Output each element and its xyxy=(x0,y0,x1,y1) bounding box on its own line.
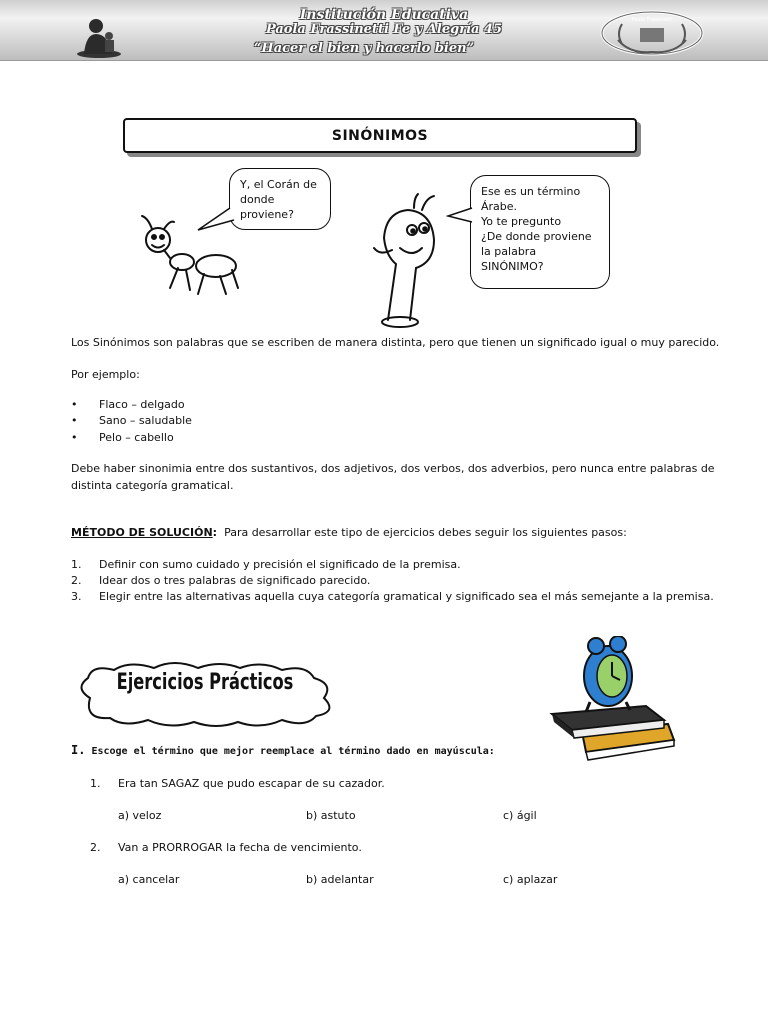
option-c: c) aplazar xyxy=(503,873,558,886)
examples-list xyxy=(71,396,192,446)
section-instruction: Escoge el término que mejor reemplace al término dado en mayúscula: xyxy=(91,746,495,757)
example-label: Por ejemplo: xyxy=(71,368,140,381)
example-text: Pelo – cabello xyxy=(99,430,174,444)
clock-on-books-icon xyxy=(546,636,678,770)
example-text: Sano – saludable xyxy=(99,414,192,428)
worm-cartoon-icon xyxy=(362,190,454,330)
question-number: 2. xyxy=(90,841,101,854)
rule-text-line1: Debe haber sinonimia entre dos sustantivos, dos adjetivos, dos verbos, dos adverbios, pero nunca entre palabras de xyxy=(71,462,715,475)
method-line xyxy=(71,524,627,541)
seal-text: Paola Frassinetti xyxy=(631,17,673,23)
list-item xyxy=(71,429,192,446)
list-item xyxy=(71,396,192,413)
bubble-line: Ese es un término xyxy=(481,185,581,198)
question-text: Van a PRORROGAR la fecha de vencimiento. xyxy=(118,841,362,854)
list-item xyxy=(71,588,714,604)
bullet-icon: • xyxy=(71,414,78,428)
bubble-line: ¿De donde proviene xyxy=(481,230,592,243)
laurel-seal-icon xyxy=(600,10,704,56)
step-number: 1. xyxy=(71,557,82,571)
question-text: Era tan SAGAZ que pudo escapar de su cazador. xyxy=(118,777,385,790)
institution-label: Institución Educativa xyxy=(299,7,469,23)
list-item xyxy=(71,556,714,572)
option-b: b) astuto xyxy=(306,809,356,822)
ant-speech-bubble xyxy=(229,168,331,230)
step-text: Idear dos o tres palabras de significado parecido. xyxy=(99,573,371,587)
exercises-title: Ejercicios Prácticos xyxy=(116,670,294,695)
method-label: MÉTODO DE SOLUCIÓN xyxy=(71,526,213,539)
page-title: SINÓNIMOS xyxy=(123,118,637,153)
header-banner xyxy=(0,0,768,61)
option-b: b) adelantar xyxy=(306,873,374,886)
section-roman-numeral: I. xyxy=(71,743,86,757)
bubble-line: Yo te pregunto xyxy=(481,215,562,228)
method-colon: : xyxy=(212,526,218,539)
step-text: Elegir entre las alternativas aquella cuya categoría gramatical y significado sea el más semejante a la premisa. xyxy=(99,589,714,603)
steps-list xyxy=(71,556,714,604)
worm-speech-bubble xyxy=(470,175,610,289)
worm-bubble-tail-icon xyxy=(446,206,474,226)
bubble-line: donde xyxy=(240,193,275,206)
section-heading xyxy=(71,743,495,757)
step-number: 3. xyxy=(71,589,82,603)
bubble-line: SINÓNIMO? xyxy=(481,260,544,273)
bubble-line: proviene? xyxy=(240,208,294,221)
institution-name: Paola Frassinetti Fe y Alegría 45 xyxy=(265,22,503,37)
list-item xyxy=(71,413,192,430)
option-a: a) veloz xyxy=(118,809,162,822)
question-number: 1. xyxy=(90,777,101,790)
bubble-line: Árabe. xyxy=(481,200,518,213)
institution-motto: “Hacer el bien y hacerlo bien” xyxy=(253,41,475,56)
list-item xyxy=(71,572,714,588)
option-c: c) ágil xyxy=(503,809,537,822)
bullet-icon: • xyxy=(71,397,78,411)
option-a: a) cancelar xyxy=(118,873,180,886)
method-intro: Para desarrollar este tipo de ejercicios debes seguir los siguientes pasos: xyxy=(224,526,627,539)
intro-text: Los Sinónimos son palabras que se escriben de manera distinta, pero que tienen un significado igual o muy parecido. xyxy=(71,336,720,349)
rule-text-line2: distinta categoría gramatical. xyxy=(71,479,234,492)
ant-bubble-tail-icon xyxy=(196,204,236,232)
step-number: 2. xyxy=(71,573,82,587)
bullet-icon: • xyxy=(71,430,78,444)
example-text: Flaco – delgado xyxy=(99,397,185,411)
step-text: Definir con sumo cuidado y precisión el significado de la premisa. xyxy=(99,557,461,571)
bubble-line: la palabra xyxy=(481,245,537,258)
bubble-line: Y, el Corán de xyxy=(240,178,317,191)
